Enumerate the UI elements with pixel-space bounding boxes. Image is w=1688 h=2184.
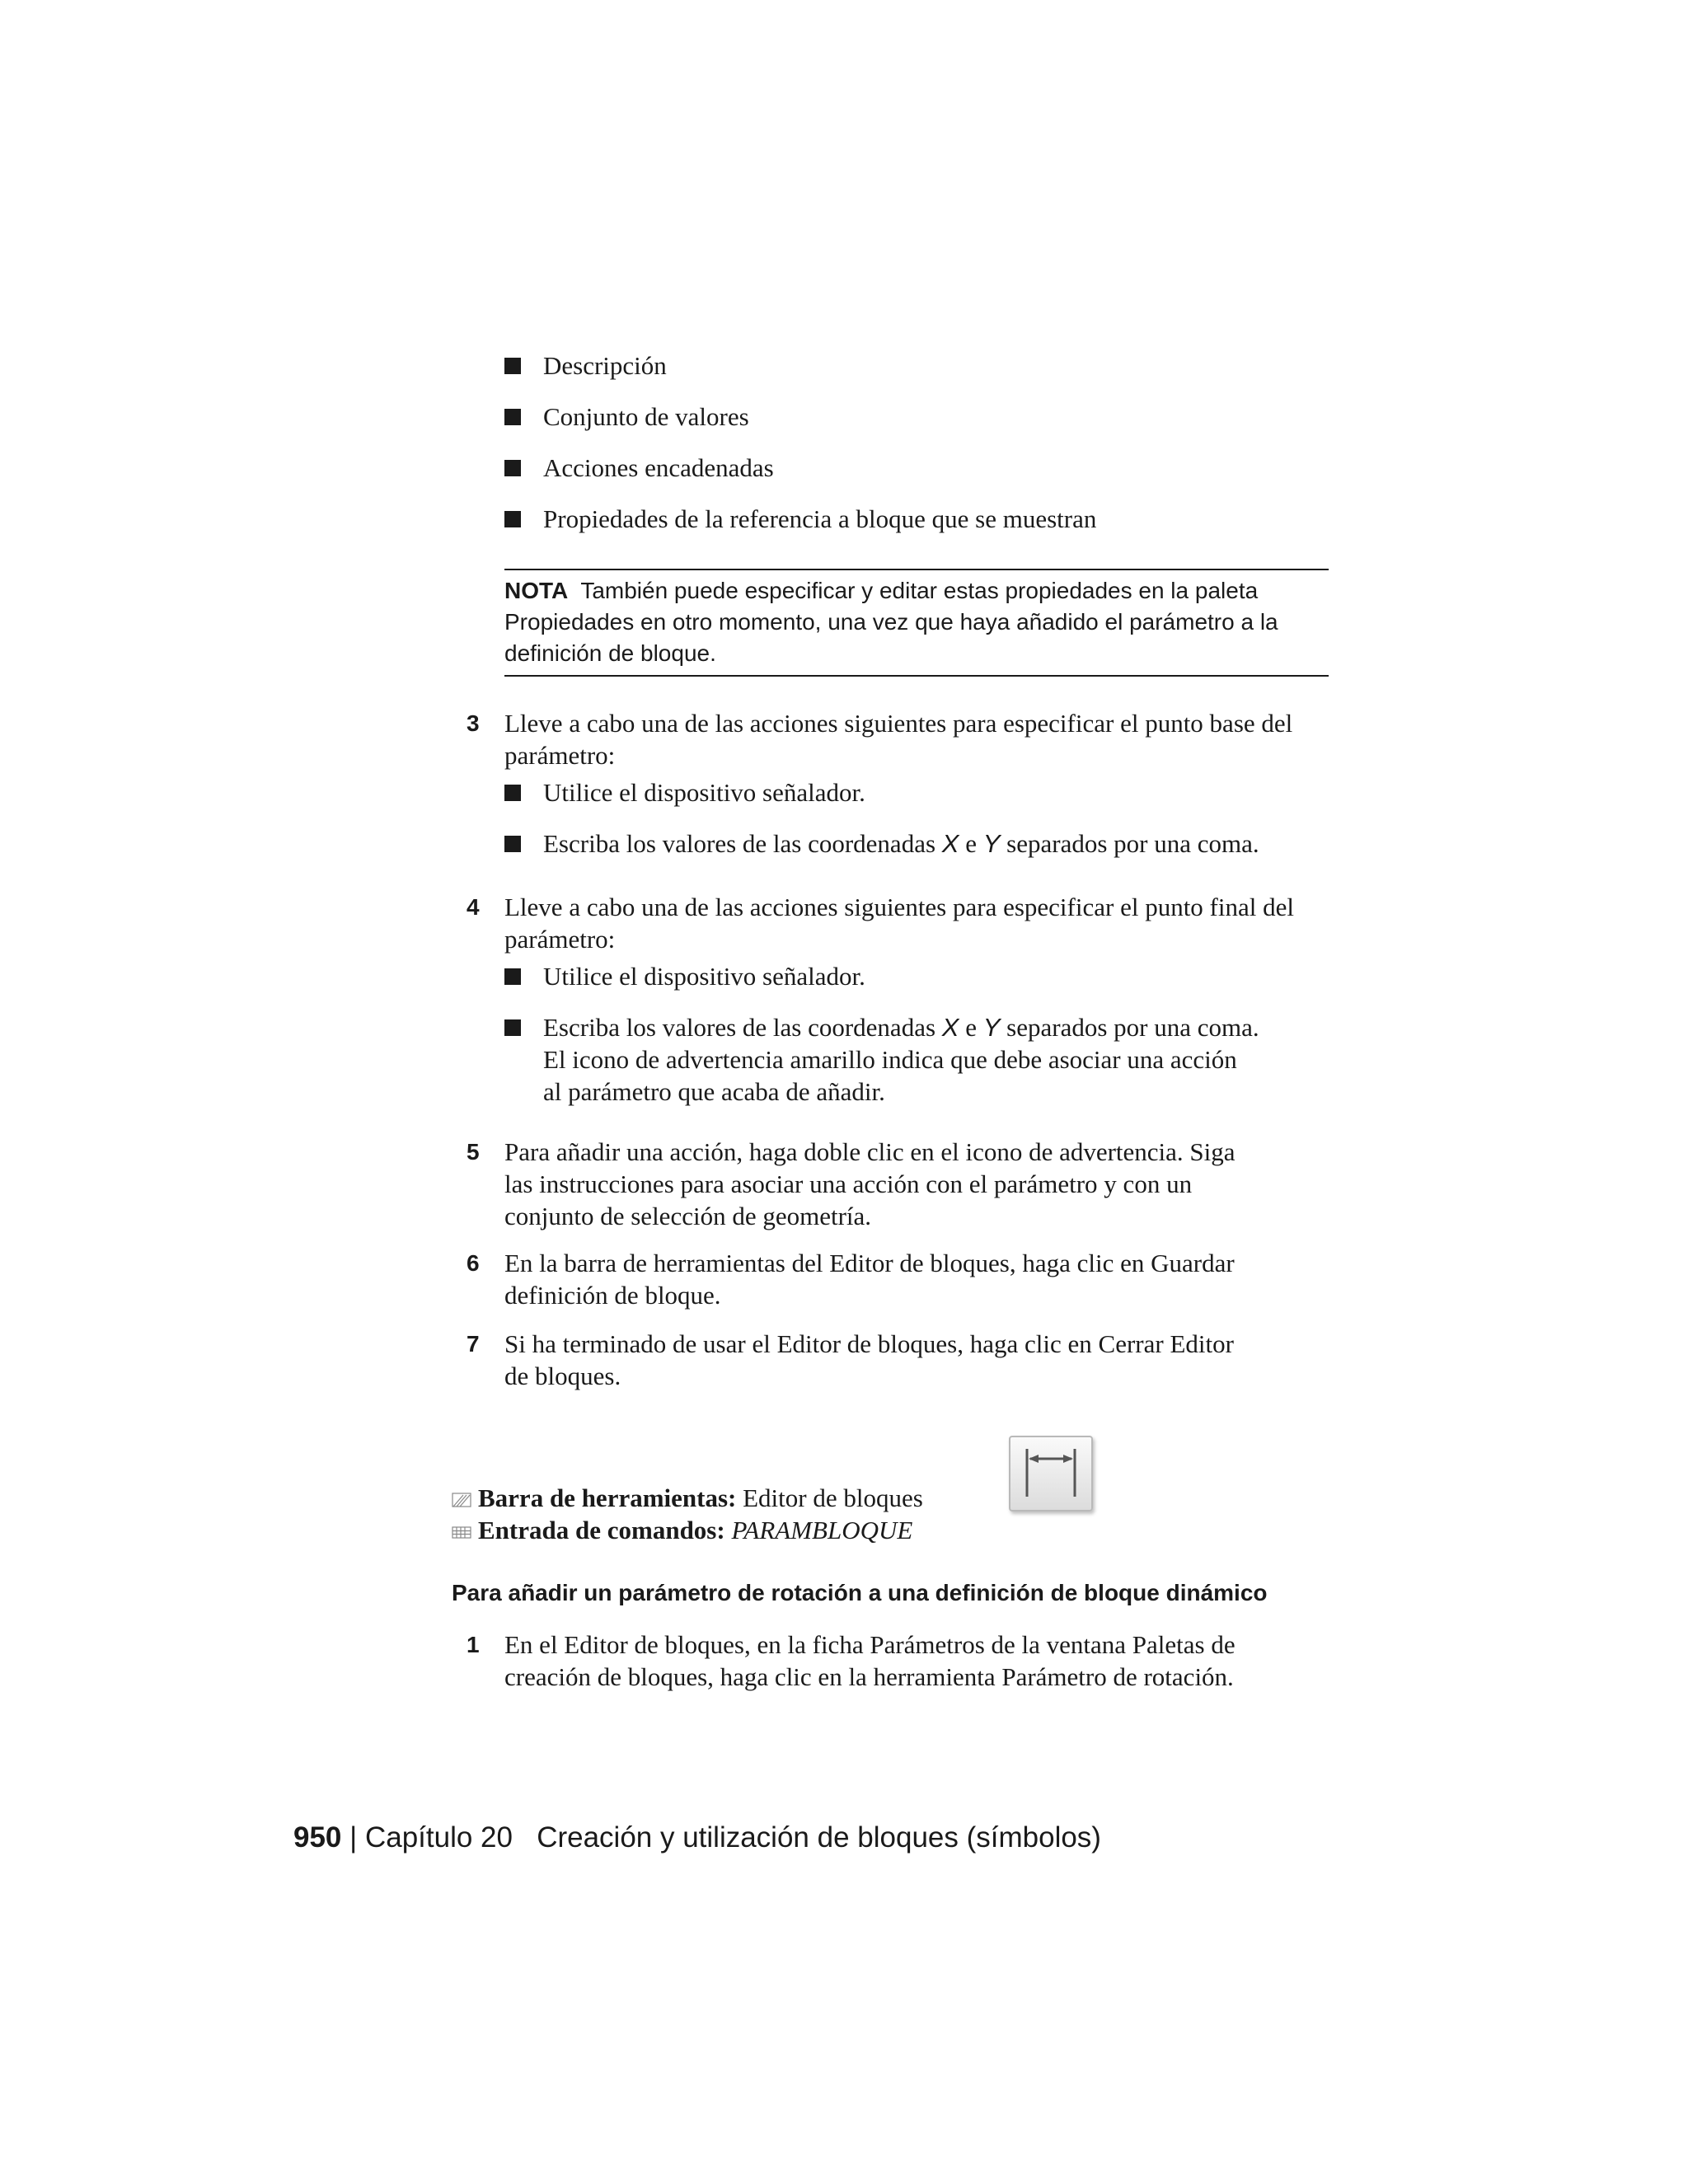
step-text: Lleve a cabo una de las acciones siguientes para especificar el punto final del parámetro: [504, 893, 1294, 954]
toolbar-icon [452, 1492, 471, 1508]
note-label: NOTA [504, 578, 569, 603]
note-top-rule [504, 569, 1329, 570]
chapter-title: Creación y utilización de bloques (símbolos) [537, 1821, 1101, 1854]
step-number: 4 [467, 894, 480, 920]
bullet-square [504, 836, 521, 852]
linear-parameter-button[interactable] [1009, 1436, 1093, 1511]
footer-separator: | [349, 1821, 358, 1854]
step-number: 3 [467, 710, 480, 736]
step-text: En la barra de herramientas del Editor de bloques, haga clic en Guardar definición de bloque. [504, 1249, 1235, 1310]
page-number: 950 [293, 1821, 342, 1854]
note-text: También puede especificar y editar estas propiedades en la paleta Propiedades en otro momento, una vez que haya añadido el parámetro a la definición de bloque. [504, 578, 1278, 666]
step-number: 5 [467, 1139, 480, 1165]
step-text: Lleve a cabo una de las acciones siguientes para especificar el punto base del parámetro: [504, 709, 1293, 770]
linear-parameter-icon [1010, 1437, 1091, 1510]
step-text: En el Editor de bloques, en la ficha Parámetros de la ventana Paletas de creación de bloques, haga clic en la herramienta Parámetro de rotación. [504, 1630, 1236, 1691]
toolbar-reference [452, 1482, 923, 1514]
command-reference [452, 1514, 912, 1546]
section-heading: Para añadir un parámetro de rotación a una definición de bloque dinámico [452, 1580, 1268, 1605]
bullet-square [504, 358, 521, 374]
page-footer [293, 1820, 1101, 1856]
step-number: 1 [467, 1632, 480, 1657]
note [504, 575, 1329, 669]
bullet-square [504, 968, 521, 985]
command-label: Entrada de comandos: [478, 1516, 725, 1544]
step-text: Si ha terminado de usar el Editor de bloques, haga clic en Cerrar Editor de bloques. [504, 1329, 1234, 1390]
bullet-square [504, 1019, 521, 1036]
bullet-square [504, 511, 521, 527]
bullet-square [504, 460, 521, 476]
keyboard-icon [452, 1524, 471, 1540]
note-bottom-rule [504, 675, 1329, 677]
bullet-square [504, 785, 521, 801]
toolbar-value: Editor de bloques [743, 1483, 923, 1512]
toolbar-label: Barra de herramientas: [478, 1483, 737, 1512]
command-value: PARAMBLOQUE [731, 1516, 913, 1544]
step-number: 6 [467, 1250, 480, 1276]
bullet-square [504, 409, 521, 425]
chapter-label: Capítulo 20 [364, 1821, 513, 1854]
step-text: Para añadir una acción, haga doble clic en el icono de advertencia. Siga las instrucciones para asociar una acción con el parámetro y con un conjunto de selección de geometría. [504, 1137, 1236, 1230]
step-number: 7 [467, 1331, 480, 1357]
